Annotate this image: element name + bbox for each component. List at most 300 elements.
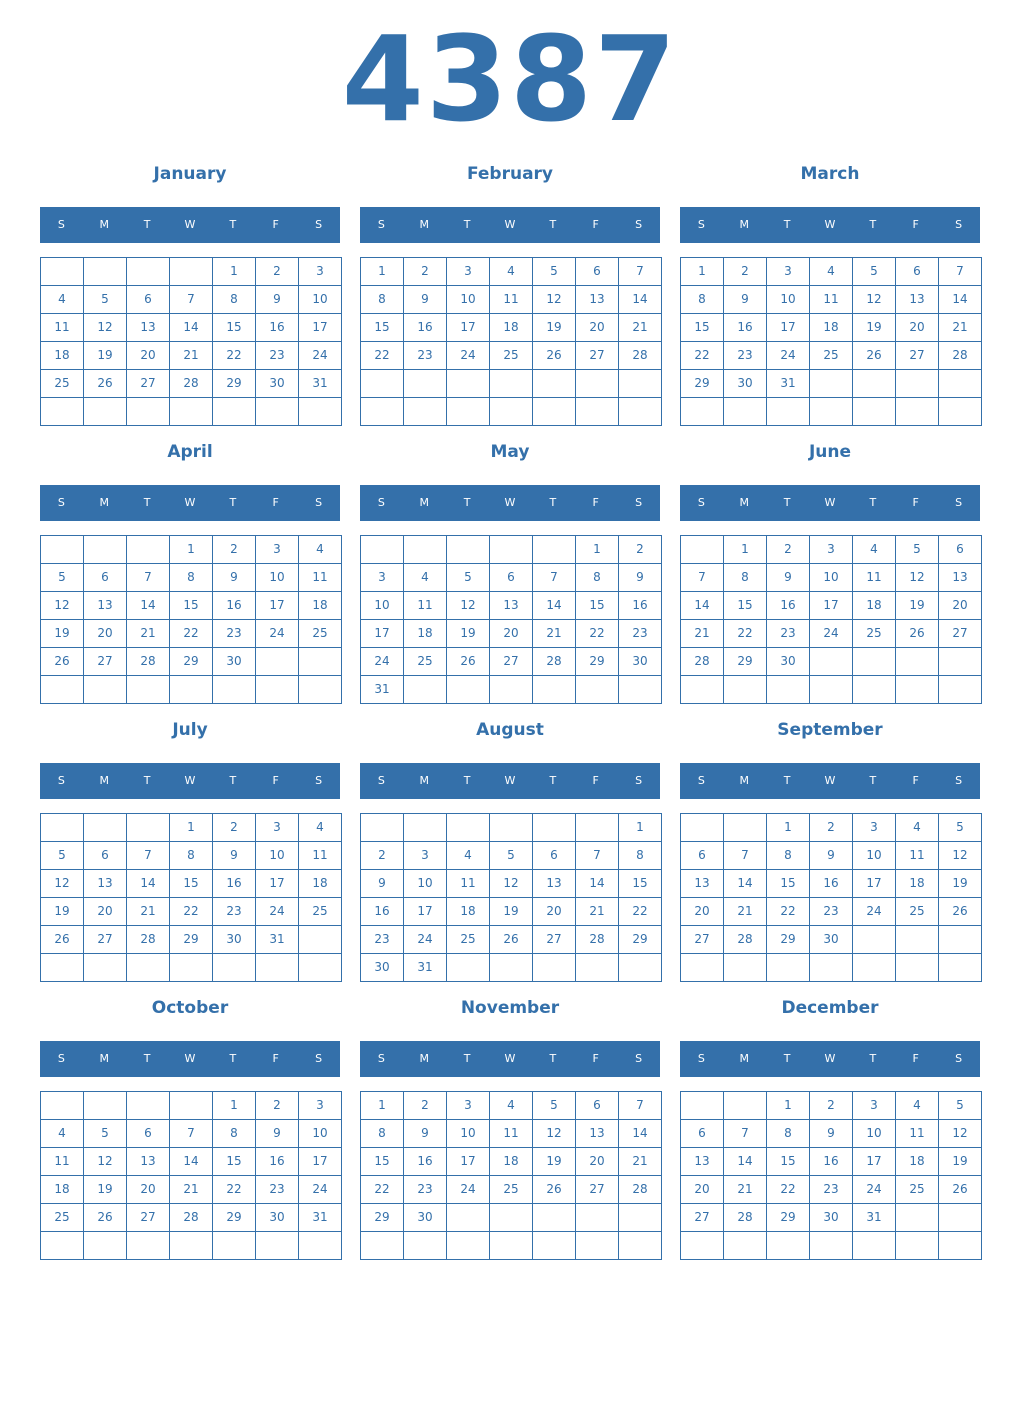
day-cell: 21 — [618, 313, 662, 342]
day-cell: 25 — [489, 1175, 533, 1204]
day-cell: 29 — [575, 647, 619, 676]
day-cell: 4 — [40, 1119, 84, 1148]
weekday-label: S — [377, 774, 385, 787]
day-cell: 23 — [255, 1175, 299, 1204]
empty-day-cell — [938, 925, 982, 954]
day-cell: 23 — [212, 619, 256, 648]
weekday-label: S — [315, 496, 323, 509]
weekday-header — [40, 207, 340, 243]
day-cell: 6 — [489, 563, 533, 592]
weekday-label: M — [99, 218, 110, 231]
day-cell: 30 — [809, 1203, 853, 1232]
day-cell: 31 — [298, 1203, 342, 1232]
day-cell: 18 — [852, 591, 896, 620]
day-grid — [40, 257, 341, 425]
day-cell: 15 — [723, 591, 767, 620]
empty-day-cell — [169, 397, 213, 426]
empty-day-cell — [575, 675, 619, 704]
day-cell: 27 — [532, 925, 576, 954]
day-cell: 11 — [298, 563, 342, 592]
day-cell: 7 — [723, 1119, 767, 1148]
empty-day-cell — [938, 1203, 982, 1232]
weekday-label: T — [869, 1052, 877, 1065]
weekday-header — [40, 485, 340, 521]
weekday-header — [360, 485, 660, 521]
day-cell: 23 — [723, 341, 767, 370]
day-cell: 6 — [895, 257, 939, 286]
empty-day-cell — [895, 953, 939, 982]
empty-day-cell — [680, 535, 724, 564]
weekday-label: T — [229, 774, 237, 787]
empty-day-cell — [40, 953, 84, 982]
empty-day-cell — [938, 369, 982, 398]
empty-day-cell — [852, 953, 896, 982]
day-cell: 3 — [360, 563, 404, 592]
day-cell: 23 — [403, 341, 447, 370]
empty-day-cell — [489, 953, 533, 982]
day-cell: 1 — [360, 1091, 404, 1120]
day-cell: 12 — [532, 285, 576, 314]
day-cell: 16 — [723, 313, 767, 342]
day-cell: 7 — [938, 257, 982, 286]
day-cell: 25 — [489, 341, 533, 370]
day-cell: 21 — [169, 341, 213, 370]
empty-day-cell — [360, 813, 404, 842]
day-cell: 31 — [852, 1203, 896, 1232]
day-cell: 29 — [360, 1203, 404, 1232]
day-cell: 31 — [403, 953, 447, 982]
empty-day-cell — [446, 1231, 490, 1260]
day-cell: 5 — [938, 813, 982, 842]
day-cell: 8 — [212, 285, 256, 314]
empty-day-cell — [298, 647, 342, 676]
day-cell: 30 — [360, 953, 404, 982]
day-cell: 8 — [680, 285, 724, 314]
empty-day-cell — [255, 953, 299, 982]
day-cell: 15 — [360, 1147, 404, 1176]
empty-day-cell — [895, 369, 939, 398]
day-cell: 25 — [298, 619, 342, 648]
empty-day-cell — [938, 675, 982, 704]
day-cell: 18 — [895, 869, 939, 898]
day-cell: 21 — [532, 619, 576, 648]
weekday-label: M — [419, 218, 430, 231]
day-cell: 28 — [532, 647, 576, 676]
day-cell: 4 — [489, 257, 533, 286]
day-cell: 3 — [255, 813, 299, 842]
empty-day-cell — [852, 675, 896, 704]
day-cell: 14 — [532, 591, 576, 620]
day-grid — [680, 535, 981, 703]
empty-day-cell — [255, 397, 299, 426]
day-cell: 20 — [532, 897, 576, 926]
day-cell: 25 — [895, 1175, 939, 1204]
day-cell: 22 — [766, 1175, 810, 1204]
day-cell: 17 — [255, 591, 299, 620]
day-cell: 22 — [680, 341, 724, 370]
day-cell: 26 — [938, 897, 982, 926]
empty-day-cell — [255, 675, 299, 704]
empty-day-cell — [489, 397, 533, 426]
weekday-label: W — [824, 496, 836, 509]
day-cell: 10 — [298, 285, 342, 314]
day-cell: 6 — [680, 1119, 724, 1148]
month-name: August — [476, 720, 544, 740]
day-cell: 11 — [403, 591, 447, 620]
day-cell: 8 — [575, 563, 619, 592]
weekday-label: W — [504, 1052, 516, 1065]
empty-day-cell — [446, 1203, 490, 1232]
empty-day-cell — [680, 813, 724, 842]
day-cell: 14 — [618, 1119, 662, 1148]
day-grid — [360, 257, 661, 425]
day-grid — [680, 813, 981, 981]
day-cell: 11 — [895, 1119, 939, 1148]
weekday-label: F — [592, 774, 599, 787]
day-cell: 29 — [680, 369, 724, 398]
empty-day-cell — [680, 397, 724, 426]
empty-day-cell — [446, 813, 490, 842]
day-cell: 4 — [489, 1091, 533, 1120]
day-cell: 27 — [680, 1203, 724, 1232]
empty-day-cell — [40, 397, 84, 426]
weekday-label: T — [549, 774, 557, 787]
day-cell: 4 — [852, 535, 896, 564]
empty-day-cell — [680, 1231, 724, 1260]
day-cell: 28 — [575, 925, 619, 954]
empty-day-cell — [938, 1231, 982, 1260]
day-cell: 22 — [212, 341, 256, 370]
day-cell: 23 — [766, 619, 810, 648]
day-cell: 30 — [212, 647, 256, 676]
day-cell: 5 — [532, 257, 576, 286]
day-cell: 8 — [766, 1119, 810, 1148]
day-cell: 28 — [723, 925, 767, 954]
day-cell: 20 — [680, 1175, 724, 1204]
empty-day-cell — [40, 535, 84, 564]
day-cell: 16 — [255, 1147, 299, 1176]
day-cell: 6 — [938, 535, 982, 564]
empty-day-cell — [575, 953, 619, 982]
day-cell: 7 — [723, 841, 767, 870]
weekday-label: M — [739, 496, 750, 509]
day-grid — [360, 1091, 661, 1259]
day-cell: 5 — [83, 1119, 127, 1148]
weekday-header — [360, 207, 660, 243]
weekday-label: S — [57, 218, 65, 231]
day-cell: 3 — [298, 1091, 342, 1120]
weekday-label: F — [592, 496, 599, 509]
day-cell: 1 — [723, 535, 767, 564]
weekday-label: F — [592, 1052, 599, 1065]
day-cell: 29 — [618, 925, 662, 954]
day-cell: 3 — [298, 257, 342, 286]
empty-day-cell — [83, 953, 127, 982]
day-cell: 24 — [852, 1175, 896, 1204]
day-cell: 11 — [809, 285, 853, 314]
day-cell: 20 — [938, 591, 982, 620]
day-cell: 2 — [212, 813, 256, 842]
day-cell: 15 — [575, 591, 619, 620]
day-cell: 21 — [680, 619, 724, 648]
day-cell: 19 — [83, 1175, 127, 1204]
day-cell: 3 — [446, 257, 490, 286]
day-cell: 3 — [809, 535, 853, 564]
day-cell: 11 — [40, 1147, 84, 1176]
empty-day-cell — [169, 257, 213, 286]
empty-day-cell — [532, 1203, 576, 1232]
empty-day-cell — [895, 1203, 939, 1232]
day-cell: 19 — [446, 619, 490, 648]
weekday-label: S — [635, 1052, 643, 1065]
empty-day-cell — [680, 1091, 724, 1120]
weekday-label: F — [912, 496, 919, 509]
month-october — [40, 994, 340, 1272]
weekday-label: T — [463, 774, 471, 787]
empty-day-cell — [489, 369, 533, 398]
weekday-label: S — [955, 496, 963, 509]
weekday-label: T — [869, 218, 877, 231]
month-november — [360, 994, 660, 1272]
empty-day-cell — [618, 953, 662, 982]
weekday-label: S — [697, 1052, 705, 1065]
empty-day-cell — [723, 675, 767, 704]
weekday-label: S — [955, 218, 963, 231]
day-cell: 14 — [126, 869, 170, 898]
month-name: April — [167, 442, 213, 462]
day-cell: 17 — [852, 1147, 896, 1176]
weekday-label: S — [57, 774, 65, 787]
day-cell: 17 — [255, 869, 299, 898]
empty-day-cell — [852, 925, 896, 954]
day-cell: 14 — [680, 591, 724, 620]
empty-day-cell — [766, 397, 810, 426]
day-cell: 11 — [40, 313, 84, 342]
empty-day-cell — [403, 813, 447, 842]
empty-day-cell — [938, 953, 982, 982]
empty-day-cell — [298, 953, 342, 982]
day-cell: 22 — [169, 619, 213, 648]
day-cell: 11 — [298, 841, 342, 870]
empty-day-cell — [489, 1203, 533, 1232]
day-cell: 18 — [489, 1147, 533, 1176]
empty-day-cell — [852, 1231, 896, 1260]
day-cell: 3 — [446, 1091, 490, 1120]
weekday-label: T — [783, 496, 791, 509]
day-cell: 19 — [852, 313, 896, 342]
day-cell: 9 — [723, 285, 767, 314]
day-cell: 24 — [766, 341, 810, 370]
empty-day-cell — [809, 397, 853, 426]
weekday-label: S — [955, 774, 963, 787]
day-cell: 23 — [403, 1175, 447, 1204]
weekday-header — [40, 1041, 340, 1077]
weekday-label: S — [57, 1052, 65, 1065]
empty-day-cell — [489, 1231, 533, 1260]
weekday-label: W — [824, 218, 836, 231]
day-cell: 22 — [169, 897, 213, 926]
day-cell: 29 — [766, 925, 810, 954]
day-cell: 25 — [403, 647, 447, 676]
empty-day-cell — [126, 675, 170, 704]
day-cell: 31 — [255, 925, 299, 954]
empty-day-cell — [809, 953, 853, 982]
day-cell: 14 — [618, 285, 662, 314]
day-cell: 18 — [809, 313, 853, 342]
month-name: May — [490, 442, 530, 462]
day-cell: 13 — [126, 313, 170, 342]
day-cell: 14 — [938, 285, 982, 314]
empty-day-cell — [40, 675, 84, 704]
empty-day-cell — [766, 1231, 810, 1260]
day-cell: 26 — [895, 619, 939, 648]
day-cell: 5 — [532, 1091, 576, 1120]
weekday-label: T — [783, 1052, 791, 1065]
weekday-label: T — [229, 1052, 237, 1065]
empty-day-cell — [360, 397, 404, 426]
empty-day-cell — [298, 397, 342, 426]
day-cell: 15 — [618, 869, 662, 898]
empty-day-cell — [403, 397, 447, 426]
day-cell: 8 — [169, 841, 213, 870]
day-cell: 28 — [126, 647, 170, 676]
weekday-label: S — [955, 1052, 963, 1065]
empty-day-cell — [938, 647, 982, 676]
day-cell: 6 — [575, 1091, 619, 1120]
empty-day-cell — [895, 925, 939, 954]
day-cell: 25 — [895, 897, 939, 926]
day-cell: 19 — [938, 1147, 982, 1176]
empty-day-cell — [446, 369, 490, 398]
empty-day-cell — [446, 535, 490, 564]
month-name: October — [151, 998, 229, 1018]
day-cell: 1 — [169, 535, 213, 564]
day-cell: 26 — [40, 647, 84, 676]
empty-day-cell — [809, 675, 853, 704]
day-cell: 12 — [83, 1147, 127, 1176]
empty-day-cell — [212, 953, 256, 982]
month-name: November — [460, 998, 560, 1018]
day-grid — [680, 257, 981, 425]
day-cell: 30 — [618, 647, 662, 676]
day-cell: 15 — [212, 313, 256, 342]
day-cell: 5 — [938, 1091, 982, 1120]
day-cell: 19 — [489, 897, 533, 926]
day-cell: 10 — [446, 285, 490, 314]
weekday-label: T — [549, 218, 557, 231]
day-cell: 9 — [403, 1119, 447, 1148]
day-cell: 8 — [212, 1119, 256, 1148]
weekday-label: F — [272, 218, 279, 231]
day-cell: 1 — [169, 813, 213, 842]
weekday-label: T — [463, 1052, 471, 1065]
weekday-label: T — [549, 1052, 557, 1065]
day-cell: 10 — [809, 563, 853, 592]
month-august — [360, 716, 660, 994]
empty-day-cell — [532, 397, 576, 426]
day-cell: 27 — [895, 341, 939, 370]
day-cell: 26 — [532, 341, 576, 370]
day-cell: 17 — [852, 869, 896, 898]
empty-day-cell — [126, 257, 170, 286]
day-cell: 12 — [40, 591, 84, 620]
day-cell: 12 — [489, 869, 533, 898]
day-cell: 12 — [895, 563, 939, 592]
day-cell: 26 — [938, 1175, 982, 1204]
month-name: February — [466, 164, 554, 184]
day-cell: 19 — [938, 869, 982, 898]
weekday-label: T — [143, 218, 151, 231]
day-cell: 7 — [618, 257, 662, 286]
weekday-label: F — [592, 218, 599, 231]
day-cell: 25 — [446, 925, 490, 954]
empty-day-cell — [360, 1231, 404, 1260]
empty-day-cell — [532, 369, 576, 398]
day-cell: 8 — [618, 841, 662, 870]
day-cell: 27 — [575, 1175, 619, 1204]
day-cell: 2 — [403, 257, 447, 286]
day-cell: 9 — [809, 1119, 853, 1148]
weekday-label: S — [315, 774, 323, 787]
empty-day-cell — [532, 1231, 576, 1260]
day-cell: 24 — [360, 647, 404, 676]
day-cell: 13 — [575, 1119, 619, 1148]
empty-day-cell — [723, 1231, 767, 1260]
day-cell: 16 — [809, 1147, 853, 1176]
day-cell: 14 — [723, 869, 767, 898]
day-cell: 1 — [360, 257, 404, 286]
months-grid — [40, 160, 980, 1272]
month-april — [40, 438, 340, 716]
day-cell: 19 — [895, 591, 939, 620]
weekday-label: M — [739, 1052, 750, 1065]
weekday-label: T — [143, 774, 151, 787]
day-cell: 15 — [680, 313, 724, 342]
day-cell: 2 — [809, 813, 853, 842]
empty-day-cell — [126, 1231, 170, 1260]
weekday-label: M — [419, 1052, 430, 1065]
day-cell: 16 — [255, 313, 299, 342]
month-july — [40, 716, 340, 994]
weekday-label: F — [912, 774, 919, 787]
weekday-label: W — [184, 496, 196, 509]
day-grid — [40, 1091, 341, 1259]
day-cell: 29 — [212, 369, 256, 398]
empty-day-cell — [618, 369, 662, 398]
empty-day-cell — [360, 369, 404, 398]
day-cell: 27 — [83, 647, 127, 676]
day-cell: 10 — [255, 841, 299, 870]
day-cell: 13 — [532, 869, 576, 898]
day-cell: 3 — [766, 257, 810, 286]
empty-day-cell — [532, 535, 576, 564]
weekday-label: S — [635, 218, 643, 231]
day-cell: 17 — [446, 313, 490, 342]
day-cell: 13 — [83, 591, 127, 620]
empty-day-cell — [532, 675, 576, 704]
weekday-label: M — [419, 774, 430, 787]
day-cell: 2 — [403, 1091, 447, 1120]
day-cell: 23 — [212, 897, 256, 926]
weekday-label: M — [99, 1052, 110, 1065]
day-cell: 3 — [852, 1091, 896, 1120]
day-cell: 22 — [723, 619, 767, 648]
weekday-label: S — [315, 1052, 323, 1065]
day-cell: 4 — [298, 535, 342, 564]
day-cell: 9 — [618, 563, 662, 592]
day-cell: 8 — [169, 563, 213, 592]
day-cell: 23 — [809, 897, 853, 926]
